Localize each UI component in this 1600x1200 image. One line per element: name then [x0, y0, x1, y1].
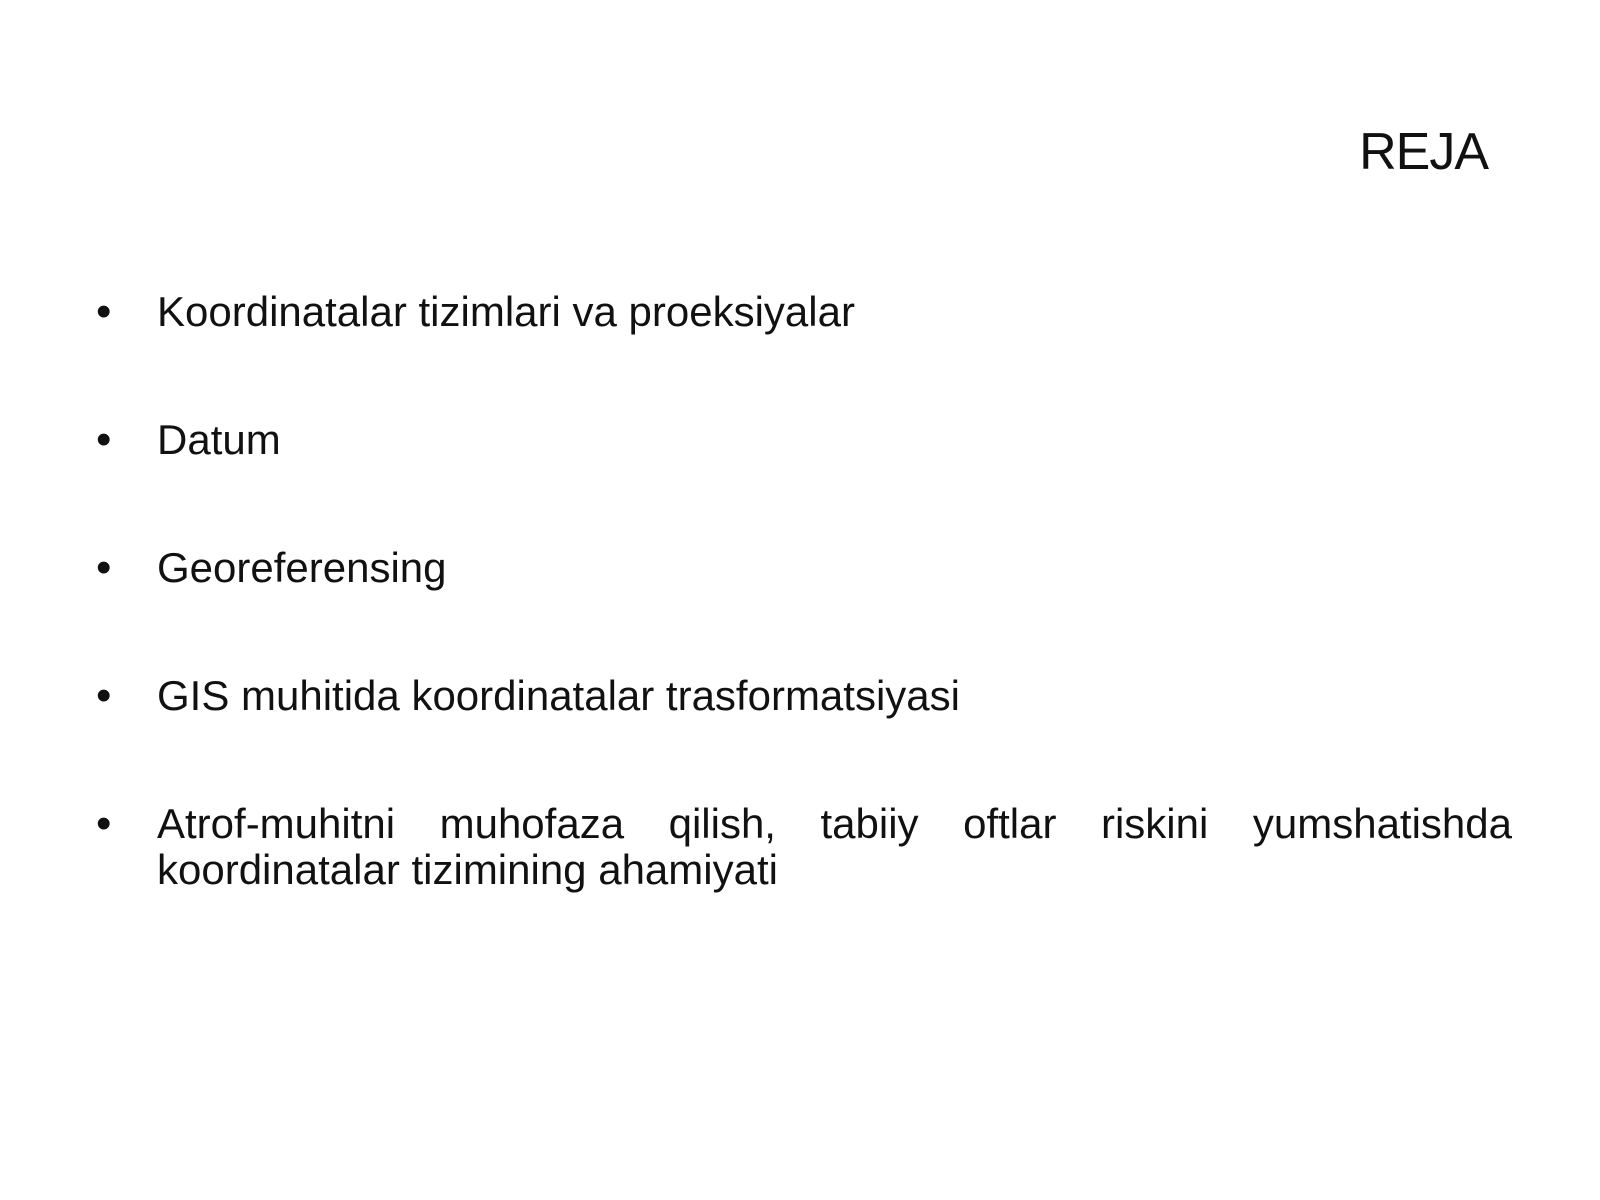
list-item-text: Atrof-muhitni muhofaza qilish, tabiiy oftlar riskini yumshatishda koordinatalar tizimining ahamiyati — [157, 800, 1512, 893]
bullet-dot-icon: • — [96, 543, 112, 592]
list-item — [0, 289, 1600, 335]
list-item-text: Georeferensing — [157, 544, 447, 591]
list-item — [0, 673, 1600, 719]
bullet-list — [0, 289, 1600, 975]
list-item — [0, 417, 1600, 463]
bullet-dot-icon: • — [96, 671, 112, 720]
bullet-dot-icon: • — [96, 799, 112, 848]
list-item-text: Datum — [157, 416, 281, 463]
bullet-dot-icon: • — [96, 415, 112, 464]
list-item — [0, 545, 1600, 591]
bullet-dot-icon: • — [96, 287, 112, 336]
list-item-text: Koordinatalar tizimlari va proeksiyalar — [157, 288, 855, 335]
list-item — [0, 801, 1600, 893]
list-item-text: GIS muhitida koordinatalar trasformatsiyasi — [157, 672, 960, 719]
slide-title: REJA — [1359, 123, 1488, 181]
